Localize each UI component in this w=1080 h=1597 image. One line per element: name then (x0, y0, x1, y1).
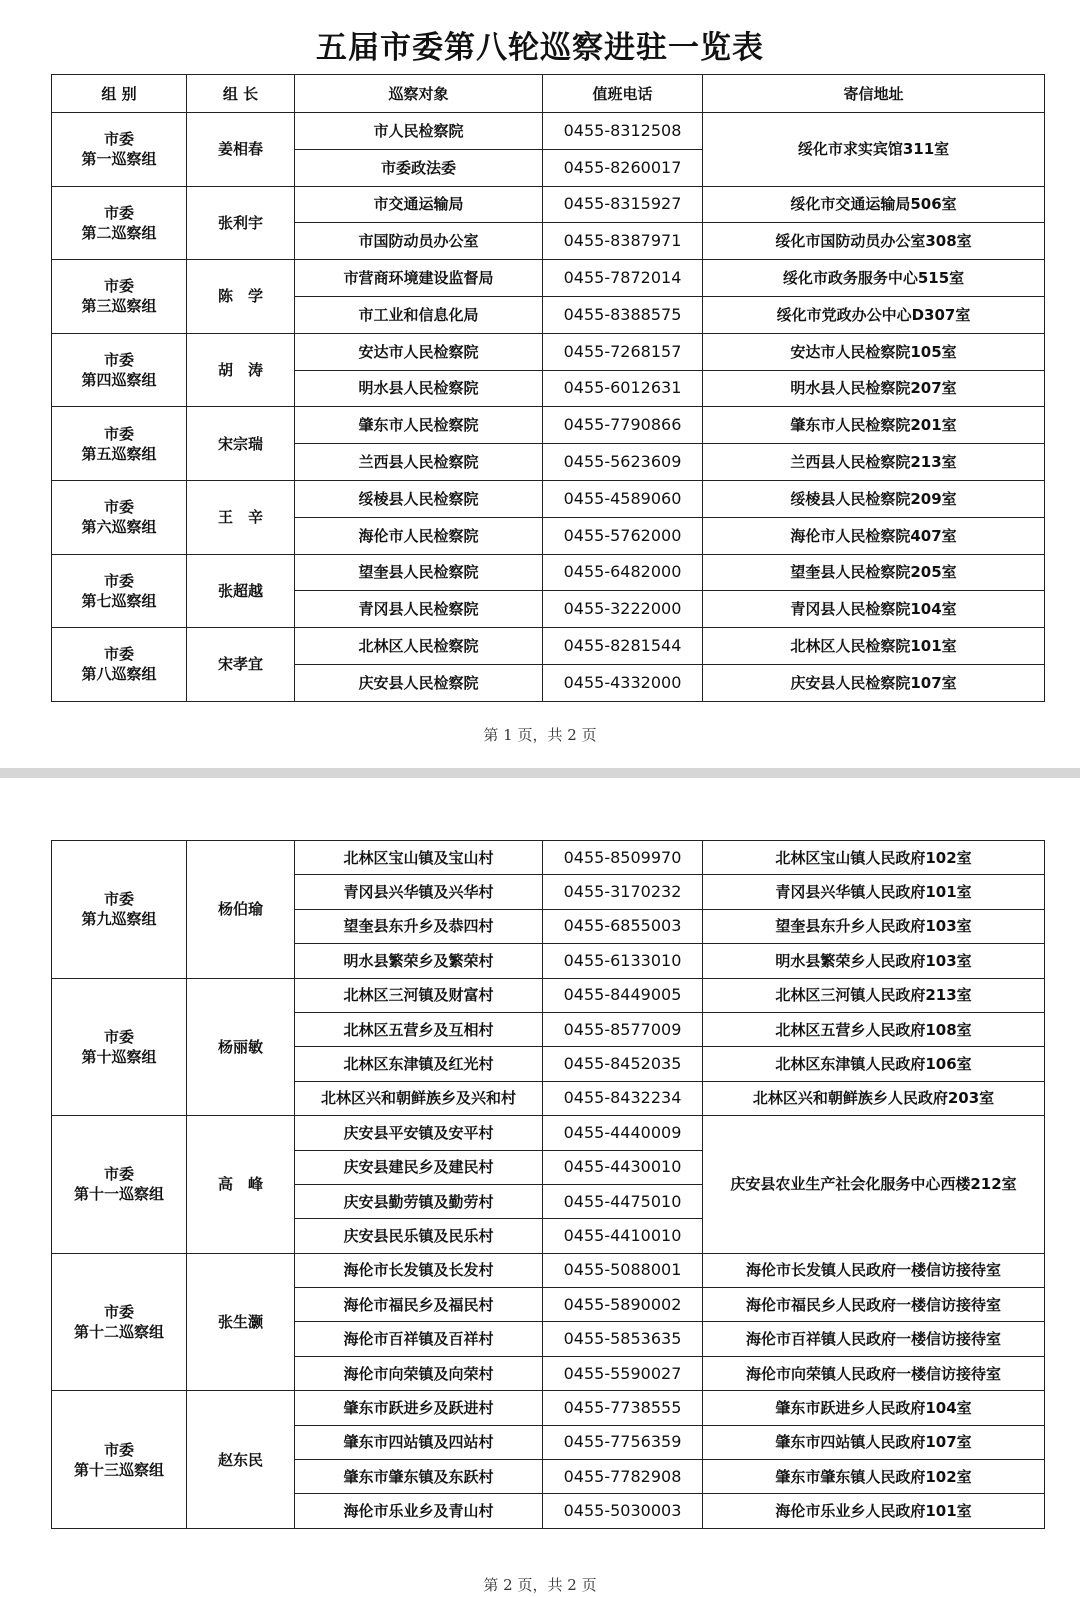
inspection-target-cell: 北林区五营乡及互相村 (295, 1012, 543, 1046)
mail-address-cell: 北林区人民检察院101室 (703, 628, 1045, 665)
inspection-target-cell: 肇东市人民检察院 (295, 407, 543, 444)
group-name-line: 第一巡察组 (81, 150, 157, 169)
group-name-line: 第五巡察组 (81, 444, 157, 463)
group-name-line: 第十一巡察组 (73, 1185, 164, 1204)
group-leader-cell: 张生灏 (187, 1253, 295, 1391)
group-leader-cell: 高 峰 (187, 1116, 295, 1254)
table-row (52, 186, 1045, 223)
group-name-line: 市委 (103, 1440, 134, 1459)
duty-phone-cell: 0455-7782908 (543, 1460, 703, 1494)
inspection-table-page-1 (51, 74, 1045, 702)
column-header: 组 别 (52, 75, 187, 113)
group-name-cell (52, 260, 187, 334)
table-row (52, 333, 1045, 370)
mail-address-cell: 绥棱县人民检察院209室 (703, 480, 1045, 517)
column-header: 巡察对象 (295, 75, 543, 113)
group-leader-cell: 宋宗瑞 (187, 407, 295, 481)
inspection-target-cell: 绥棱县人民检察院 (295, 480, 543, 517)
duty-phone-cell: 0455-8449005 (543, 978, 703, 1012)
duty-phone-cell: 0455-6012631 (543, 370, 703, 407)
inspection-target-cell: 青冈县兴华镇及兴华村 (295, 875, 543, 909)
table-row (52, 1391, 1045, 1425)
mail-address-cell: 明水县繁荣乡人民政府103室 (703, 944, 1045, 978)
duty-phone-cell: 0455-5762000 (543, 517, 703, 554)
group-name-cell (52, 1253, 187, 1391)
duty-phone-cell: 0455-4332000 (543, 664, 703, 701)
group-name-line: 第八巡察组 (81, 665, 157, 684)
mail-address-cell: 绥化市交通运输局506室 (703, 186, 1045, 223)
duty-phone-cell: 0455-5088001 (543, 1253, 703, 1287)
duty-phone-cell: 0455-8577009 (543, 1012, 703, 1046)
inspection-target-cell: 肇东市四站镇及四站村 (295, 1425, 543, 1459)
inspection-target-cell: 庆安县人民检察院 (295, 664, 543, 701)
mail-address-cell: 望奎县人民检察院205室 (703, 554, 1045, 591)
group-name-line: 第九巡察组 (81, 910, 157, 929)
duty-phone-cell: 0455-8281544 (543, 628, 703, 665)
table-row (52, 1116, 1045, 1150)
mail-address-cell: 望奎县东升乡人民政府103室 (703, 909, 1045, 943)
mail-address-cell: 海伦市向荣镇人民政府一楼信访接待室 (703, 1356, 1045, 1390)
duty-phone-cell: 0455-8312508 (543, 113, 703, 150)
inspection-target-cell: 庆安县平安镇及安平村 (295, 1116, 543, 1150)
inspection-target-cell: 北林区人民检察院 (295, 628, 543, 665)
group-name-line: 第二巡察组 (81, 223, 157, 242)
table-row (52, 978, 1045, 1012)
group-name-line: 市委 (103, 277, 134, 296)
document-title: 五届市委第八轮巡察进驻一览表 (316, 30, 764, 66)
mail-address-cell: 庆安县人民检察院107室 (703, 664, 1045, 701)
inspection-target-cell: 北林区兴和朝鲜族乡及兴和村 (295, 1081, 543, 1115)
group-name-cell (52, 113, 187, 187)
group-name-cell (52, 333, 187, 407)
inspection-target-cell: 望奎县人民检察院 (295, 554, 543, 591)
inspection-target-cell: 肇东市肇东镇及东跃村 (295, 1460, 543, 1494)
mail-address-cell: 绥化市政务服务中心515室 (703, 260, 1045, 297)
group-name-cell (52, 186, 187, 260)
duty-phone-cell: 0455-6133010 (543, 944, 703, 978)
mail-address-cell: 海伦市百祥镇人民政府一楼信访接待室 (703, 1322, 1045, 1356)
duty-phone-cell: 0455-8315927 (543, 186, 703, 223)
group-leader-cell: 宋孝宜 (187, 628, 295, 702)
column-header: 值班电话 (543, 75, 703, 113)
inspection-target-cell: 明水县繁荣乡及繁荣村 (295, 944, 543, 978)
group-name-cell (52, 978, 187, 1116)
duty-phone-cell: 0455-4410010 (543, 1219, 703, 1253)
inspection-target-cell: 兰西县人民检察院 (295, 444, 543, 481)
group-leader-cell: 王 辛 (187, 480, 295, 554)
group-name-line: 第六巡察组 (81, 518, 157, 537)
table-row (52, 113, 1045, 150)
inspection-target-cell: 市交通运输局 (295, 186, 543, 223)
inspection-table-page-2 (51, 840, 1045, 1529)
duty-phone-cell: 0455-5030003 (543, 1494, 703, 1528)
mail-address-cell: 青冈县人民检察院104室 (703, 591, 1045, 628)
group-name-line: 第七巡察组 (81, 591, 157, 610)
mail-address-cell: 庆安县农业生产社会化服务中心西楼212室 (703, 1116, 1045, 1254)
group-leader-cell: 姜相春 (187, 113, 295, 187)
mail-address-cell: 肇东市人民检察院201室 (703, 407, 1045, 444)
mail-address-cell: 绥化市党政办公中心D307室 (703, 296, 1045, 333)
inspection-target-cell: 庆安县建民乡及建民村 (295, 1150, 543, 1184)
mail-address-cell: 海伦市人民检察院407室 (703, 517, 1045, 554)
duty-phone-cell: 0455-8509970 (543, 841, 703, 875)
duty-phone-cell: 0455-7268157 (543, 333, 703, 370)
group-name-cell (52, 1391, 187, 1529)
group-name-line: 市委 (103, 424, 134, 443)
mail-address-cell: 青冈县兴华镇人民政府101室 (703, 875, 1045, 909)
mail-address-cell: 兰西县人民检察院213室 (703, 444, 1045, 481)
duty-phone-cell: 0455-5853635 (543, 1322, 703, 1356)
page-divider (0, 768, 1080, 778)
group-name-line: 第十三巡察组 (73, 1460, 164, 1479)
table-header-row (52, 75, 1045, 113)
group-leader-cell: 杨伯瑜 (187, 841, 295, 979)
duty-phone-cell: 0455-4430010 (543, 1150, 703, 1184)
duty-phone-cell: 0455-3222000 (543, 591, 703, 628)
duty-phone-cell: 0455-7872014 (543, 260, 703, 297)
duty-phone-cell: 0455-7756359 (543, 1425, 703, 1459)
inspection-target-cell: 北林区宝山镇及宝山村 (295, 841, 543, 875)
table-row (52, 480, 1045, 517)
inspection-target-cell: 庆安县民乐镇及民乐村 (295, 1219, 543, 1253)
inspection-target-cell: 海伦市人民检察院 (295, 517, 543, 554)
inspection-target-cell: 望奎县东升乡及恭四村 (295, 909, 543, 943)
inspection-target-cell: 市营商环境建设监督局 (295, 260, 543, 297)
duty-phone-cell: 0455-4475010 (543, 1184, 703, 1218)
group-leader-cell: 赵东民 (187, 1391, 295, 1529)
duty-phone-cell: 0455-4589060 (543, 480, 703, 517)
group-name-line: 市委 (103, 645, 134, 664)
group-name-cell (52, 628, 187, 702)
group-name-line: 第十巡察组 (81, 1047, 157, 1066)
inspection-target-cell: 海伦市乐业乡及青山村 (295, 1494, 543, 1528)
inspection-target-cell: 庆安县勤劳镇及勤劳村 (295, 1184, 543, 1218)
table-row (52, 260, 1045, 297)
inspection-target-cell: 海伦市长发镇及长发村 (295, 1253, 543, 1287)
inspection-target-cell: 海伦市福民乡及福民村 (295, 1288, 543, 1322)
duty-phone-cell: 0455-7738555 (543, 1391, 703, 1425)
mail-address-cell: 绥化市国防动员办公室308室 (703, 223, 1045, 260)
page-number-1: 第 1 页，共 2 页 (483, 726, 597, 744)
inspection-target-cell: 市工业和信息化局 (295, 296, 543, 333)
inspection-target-cell: 市国防动员办公室 (295, 223, 543, 260)
mail-address-cell: 肇东市肇东镇人民政府102室 (703, 1460, 1045, 1494)
table-row (52, 628, 1045, 665)
duty-phone-cell: 0455-5890002 (543, 1288, 703, 1322)
inspection-target-cell: 市委政法委 (295, 149, 543, 186)
mail-address-cell: 北林区五营乡人民政府108室 (703, 1012, 1045, 1046)
table-row (52, 841, 1045, 875)
table-row (52, 554, 1045, 591)
inspection-target-cell: 北林区三河镇及财富村 (295, 978, 543, 1012)
group-name-cell (52, 841, 187, 979)
group-name-line: 市委 (103, 351, 134, 370)
duty-phone-cell: 0455-6482000 (543, 554, 703, 591)
group-leader-cell: 陈 学 (187, 260, 295, 334)
mail-address-cell: 肇东市跃进乡人民政府104室 (703, 1391, 1045, 1425)
duty-phone-cell: 0455-8432234 (543, 1081, 703, 1115)
mail-address-cell: 绥化市求实宾馆311室 (703, 113, 1045, 187)
group-name-line: 市委 (103, 203, 134, 222)
group-name-line: 市委 (103, 890, 134, 909)
mail-address-cell: 北林区东津镇人民政府106室 (703, 1047, 1045, 1081)
duty-phone-cell: 0455-3170232 (543, 875, 703, 909)
group-name-line: 市委 (103, 1027, 134, 1046)
duty-phone-cell: 0455-8452035 (543, 1047, 703, 1081)
mail-address-cell: 北林区三河镇人民政府213室 (703, 978, 1045, 1012)
group-name-line: 第十二巡察组 (73, 1322, 164, 1341)
page-number-2: 第 2 页，共 2 页 (483, 1576, 597, 1594)
group-name-line: 市委 (103, 130, 134, 149)
table-row (52, 1253, 1045, 1287)
mail-address-cell: 北林区宝山镇人民政府102室 (703, 841, 1045, 875)
inspection-target-cell: 肇东市跃进乡及跃进村 (295, 1391, 543, 1425)
mail-address-cell: 明水县人民检察院207室 (703, 370, 1045, 407)
inspection-target-cell: 市人民检察院 (295, 113, 543, 150)
column-header: 寄信地址 (703, 75, 1045, 113)
mail-address-cell: 北林区兴和朝鲜族乡人民政府203室 (703, 1081, 1045, 1115)
group-name-line: 第四巡察组 (81, 371, 157, 390)
duty-phone-cell: 0455-4440009 (543, 1116, 703, 1150)
group-leader-cell: 杨丽敏 (187, 978, 295, 1116)
table-row (52, 407, 1045, 444)
duty-phone-cell: 0455-7790866 (543, 407, 703, 444)
inspection-target-cell: 明水县人民检察院 (295, 370, 543, 407)
mail-address-cell: 安达市人民检察院105室 (703, 333, 1045, 370)
duty-phone-cell: 0455-8387971 (543, 223, 703, 260)
mail-address-cell: 海伦市乐业乡人民政府101室 (703, 1494, 1045, 1528)
group-name-cell (52, 1116, 187, 1254)
inspection-target-cell: 青冈县人民检察院 (295, 591, 543, 628)
group-name-line: 市委 (103, 1302, 134, 1321)
inspection-target-cell: 海伦市向荣镇及向荣村 (295, 1356, 543, 1390)
group-name-cell (52, 554, 187, 628)
mail-address-cell: 肇东市四站镇人民政府107室 (703, 1425, 1045, 1459)
group-name-line: 市委 (103, 571, 134, 590)
duty-phone-cell: 0455-5623609 (543, 444, 703, 481)
inspection-target-cell: 海伦市百祥镇及百祥村 (295, 1322, 543, 1356)
duty-phone-cell: 0455-6855003 (543, 909, 703, 943)
mail-address-cell: 海伦市福民乡人民政府一楼信访接待室 (703, 1288, 1045, 1322)
group-name-cell (52, 480, 187, 554)
group-name-line: 市委 (103, 1165, 134, 1184)
inspection-target-cell: 安达市人民检察院 (295, 333, 543, 370)
group-leader-cell: 胡 涛 (187, 333, 295, 407)
duty-phone-cell: 0455-5590027 (543, 1356, 703, 1390)
mail-address-cell: 海伦市长发镇人民政府一楼信访接待室 (703, 1253, 1045, 1287)
duty-phone-cell: 0455-8388575 (543, 296, 703, 333)
group-name-line: 第三巡察组 (81, 297, 157, 316)
group-name-line: 市委 (103, 498, 134, 517)
group-leader-cell: 张利宇 (187, 186, 295, 260)
column-header: 组 长 (187, 75, 295, 113)
inspection-target-cell: 北林区东津镇及红光村 (295, 1047, 543, 1081)
group-leader-cell: 张超越 (187, 554, 295, 628)
group-name-cell (52, 407, 187, 481)
duty-phone-cell: 0455-8260017 (543, 149, 703, 186)
